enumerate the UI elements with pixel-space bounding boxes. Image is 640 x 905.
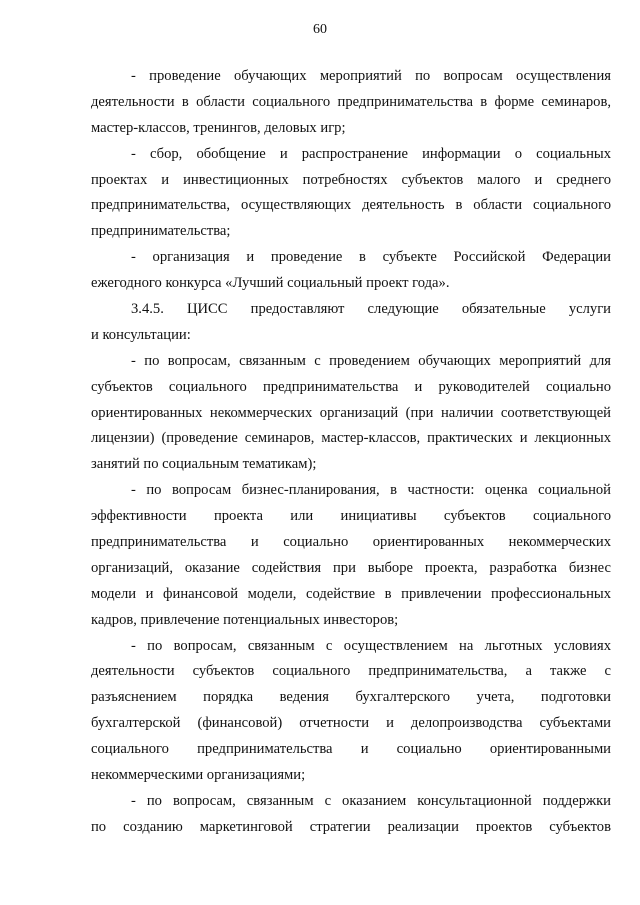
text-line: 3.4.5. ЦИСС предоставляют следующие обязательные услуги [131,301,611,318]
text-line: некоммерческими организациями; [91,767,306,784]
text-line: - по вопросам, связанным с проведением обучающих мероприятий для [131,352,611,369]
text-line: - сбор, обобщение и распространение информации о социальных [131,145,611,162]
text-line: проектах и инвестиционных потребностях субъектов малого и среднего [91,171,611,188]
text-line: - проведение обучающих мероприятий по вопросам осуществления [131,68,611,84]
text-line: эффективности проекта или инициативы субъектов социального [91,508,611,525]
text-line: субъектов социального предпринимательства и руководителей социально [91,378,611,395]
text-line: предпринимательства, осуществляющих деятельность в области социального [91,197,611,214]
page-number: 60 [313,22,327,37]
text-line: - по вопросам, связанным с осуществлением на льготных условиях [131,637,611,654]
text-line: бухгалтерской (финансовой) отчетности и делопроизводства субъектами [91,715,611,732]
text-line: - по вопросам, связанным с оказанием консультационной поддержки [131,792,611,809]
text-line: занятий по социальным тематикам); [91,456,317,473]
text-line: по созданию маркетинговой стратегии реализации проектов субъектов [91,818,611,835]
text-line: социального предпринимательства и социально ориентированными [91,741,611,758]
text-line: предпринимательства; [91,223,231,240]
text-line: деятельности субъектов социального предпринимательства, а также с [91,663,611,680]
text-line: лицензии) (проведение семинаров, мастер-классов, практических и лекционных [91,430,611,447]
text-line: и консультации: [91,326,191,343]
text-line: мастер-классов, тренингов, деловых игр; [91,119,346,136]
text-line: разъяснением порядка ведения бухгалтерского учета, подготовки [91,689,611,706]
text-line: предпринимательства и социально ориентированных некоммерческих [91,534,611,551]
text-line: организаций, оказание содействия при выборе проекта, разработка бизнес [91,559,611,576]
text-line: деятельности в области социального предпринимательства в форме семинаров, [91,93,611,110]
text-line: кадров, привлечение потенциальных инвесторов; [91,611,399,628]
document-body [91,64,611,841]
text-line: ежегодного конкурса «Лучший социальный проект года». [91,275,450,292]
text-line: - по вопросам бизнес-планирования, в частности: оценка социальной [131,482,611,499]
text-line: модели и финансовой модели, содействие в привлечении профессиональных [91,585,611,602]
text-line: ориентированных некоммерческих организаций (при наличии соответствующей [91,404,611,421]
text-line: - организация и проведение в субъекте Российской Федерации [131,249,611,266]
